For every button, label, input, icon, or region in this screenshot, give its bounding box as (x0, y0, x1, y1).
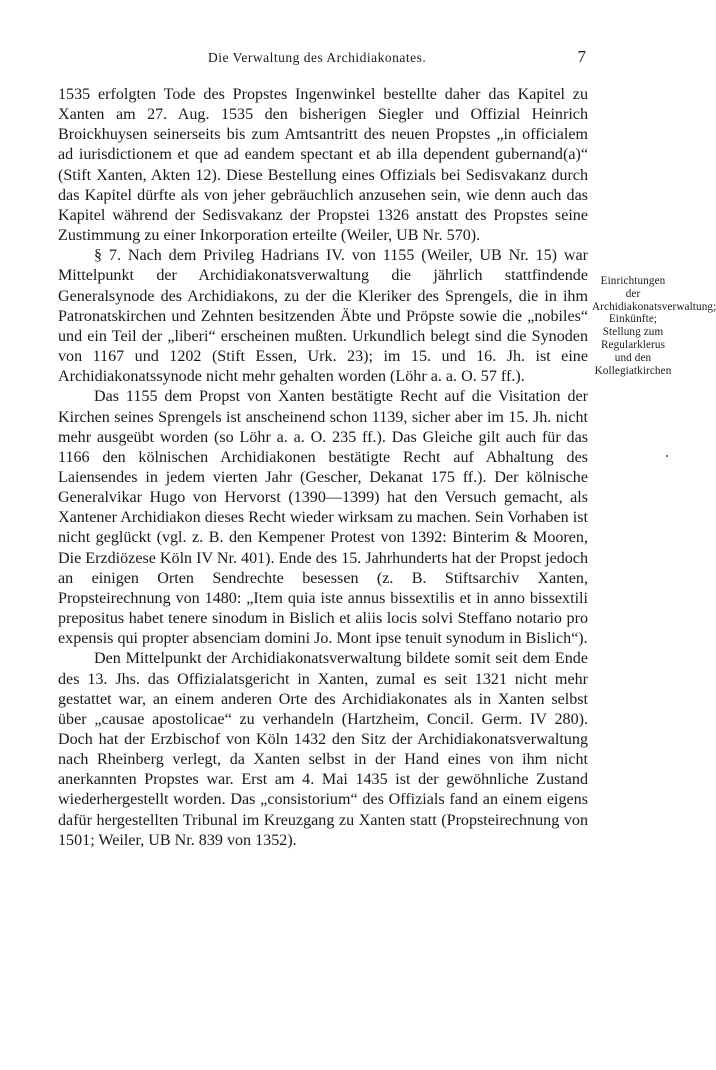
body-text (58, 85, 588, 851)
stray-mark (666, 455, 668, 457)
paragraph-continuation: 1535 erfolgten Tode des Propstes Ingenwinkel bestellte daher das Kapitel zu Xanten am 27. Aug. 1535 den bisherigen Siegler und Offizial Heinrich Broickhuysen seinerseits bis zum Amtsantritt des neuen Propstes „in officialem ad iurisdictionem et que ad eandem spectant et ab illa dependent gubernand(a)“ (Stift Xanten, Akten 12). Diese Bestellung eines Offizials bei Sedisvakanz durch das Kapitel dürfte als von jeher gebräuchlich anzusehen sein, wie denn auch das Kapitel während der Sedisvakanz der Propstei 1326 anstatt des Propstes seine Zustimmung zu einer Inkorporation erteilte (Weiler, UB Nr. 570). (58, 86, 588, 245)
margin-note: Einrichtungen der Archidiakonatsverwaltung; Einkünfte; Stellung zum Regularklerus und den Kollegiatkirchen (592, 275, 716, 377)
running-title: Die Verwaltung des Archidiakonates. (208, 50, 427, 65)
paragraph-section-7: § 7. Nach dem Privileg Hadrians IV. von 1155 (Weiler, UB Nr. 15) war Mittelpunkt der Archidiakonatsverwaltung die jährlich stattfindende Generalsynode des Archidiakons, zu der die Kleriker des Sprengels, die in ihm Patronatskirchen und Zehnten besitzenden Äbte und Pröpste sowie die „nobiles“ und ein Teil der „liberi“ erscheinen mußten. Urkundlich belegt sind die Synoden von 1167 und 1202 (Stift Essen, Urk. 23); im 15. und 16. Jh. ist eine Archidiakonatssynode nicht mehr gehalten worden (Löhr a. a. O. 57 ff.). (58, 247, 588, 386)
running-head (58, 47, 588, 70)
page-number: 7 (577, 47, 586, 66)
paragraph-visitation: Das 1155 dem Propst von Xanten bestätigte Recht auf die Visitation der Kirchen seines Sprengels ist anscheinend schon 1139, sicher aber im 15. Jh. nicht mehr ausgeübt worden (so Löhr a. a. O. 235 ff.). Das Gleiche gilt auch für das 1166 den kölnischen Archidiakonen bestätigte Recht auf Abhaltung des Laiensendes in jedem vierten Jahr (Gescher, Dekanat 175 ff.). Der kölnische Generalvikar Hugo von Hervorst (1390—1399) hat den Versuch gemacht, als Xantener Archidiakon dieses Recht wieder wirksam zu machen. Sein Vorhaben ist nicht geglückt (vgl. z. B. den Kempener Protest von 1392: Binterim & Mooren, Die Erzdiözese Köln IV Nr. 401). Ende des 15. Jahrhunderts hat der Propst jedoch an einigen Orten Sendrechte besessen (z. B. Stiftsarchiv Xanten, Propsteirechnung von 1480: „Item quia iste annus bissextilis et in anno bissextili prepositus habet tenere sinodum in Bislich et aliis locis solvi Steffano notario pro expensis qui propter absenciam domini Jo. Mont ipse tenuit synodum in Bislich“). (58, 388, 588, 648)
paragraph-offizialatsgericht: Den Mittelpunkt der Archidiakonatsverwaltung bildete somit seit dem Ende des 13. Jhs. das Offizialatsgericht in Xanten, zumal es seit 1321 nicht mehr gestattet war, an einem anderen Orte des Archidiakonates als in Xanten selbst über „causae apostolicae“ zu verhandeln (Hartzheim, Concil. Germ. IV 280). Doch hat der Erzbischof von Köln 1432 den Sitz der Archidiakonatsverwaltung nach Rheinberg verlegt, da Xanten selbst in der Hand eines von ihm nicht anerkannten Propstes war. Erst am 4. Mai 1435 ist der gewöhnliche Zustand wiederhergestellt worden. Das „consistorium“ des Offizials fand an einem eigens dafür hergestellten Tribunal im Kreuzgang zu Xanten statt (Propsteirechnung von 1501; Weiler, UB Nr. 839 von 1352). (58, 650, 588, 849)
